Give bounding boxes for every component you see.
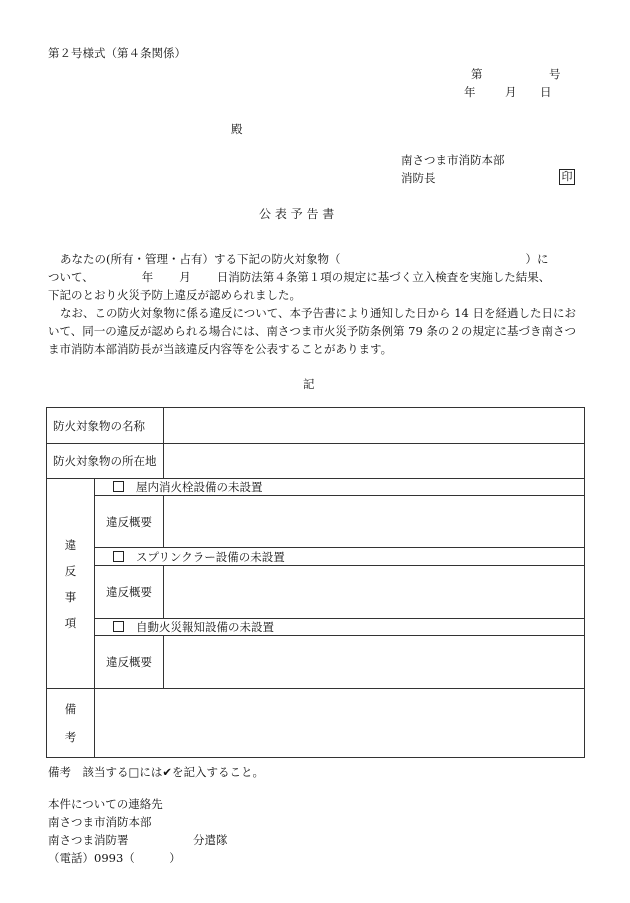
row-location-value[interactable] — [164, 444, 585, 479]
sender-title: 消防長 — [401, 171, 436, 185]
vlabel-1: 違 — [64, 537, 77, 552]
item-1-checkbox[interactable] — [113, 481, 124, 492]
document-title: 公 表 予 告 書 — [259, 207, 335, 221]
item-3-row — [95, 619, 585, 636]
item-2-row — [95, 548, 585, 566]
item-1-row — [95, 479, 585, 496]
item-2-checkbox[interactable] — [113, 551, 124, 562]
p2-text: なお、この防火対象物に係る違反について、本予告書により通知した日から 14 日を経過した日において、同一の違反が認められる場合には、南さつま市火災予防条例第 79 条の２の規定に基づき南さつま市消防本部消防長が当該違反内容等を公表することがあります。 — [48, 306, 576, 356]
remarks-label-1: 備 — [64, 702, 77, 716]
p1-text-e: 下記のとおり火災予防上違反が認められました。 — [48, 288, 301, 302]
contact-phone: （電話）0993（ ） — [48, 851, 181, 865]
vlabel-4: 項 — [64, 615, 77, 630]
table-row — [47, 408, 585, 444]
date-year: 年 — [464, 85, 476, 99]
table-row — [47, 444, 585, 479]
contact-branch: 分遣隊 — [193, 833, 228, 847]
table-row — [47, 479, 585, 496]
form-number: 第２号様式（第４条関係） — [48, 46, 186, 60]
row-location-label: 防火対象物の所在地 — [47, 444, 164, 479]
remarks-label — [47, 689, 95, 758]
item-2-label: スプリンクラー設備の未設置 — [136, 549, 285, 564]
item-3-summary-value[interactable] — [164, 636, 585, 689]
p1-text-d: 日消防法第４条第１項の規定に基づく立入検査を実施した結果、 — [216, 270, 551, 284]
contact-heading: 本件についての連絡先 — [48, 797, 163, 811]
seal-label: 印 — [559, 169, 575, 185]
p1-text-a: あなたの(所有・管理・占有）する下記の防火対象物（ — [60, 252, 341, 266]
violation-table — [46, 407, 585, 758]
item-3-label: 自動火災報知設備の未設置 — [136, 620, 274, 634]
p1-year: 年 — [141, 270, 154, 284]
p1-text-c: ついて、 — [48, 270, 94, 284]
addressee-suffix: 殿 — [231, 122, 243, 136]
note-text: 備考 該当する□には✔を記入すること。 — [48, 765, 264, 779]
date-month: 月 — [505, 85, 517, 99]
sender-org: 南さつま市消防本部 — [401, 153, 505, 167]
violation-items-label — [47, 479, 95, 689]
item-3-checkbox[interactable] — [113, 621, 124, 632]
seal-mark — [559, 169, 575, 185]
remarks-value[interactable] — [95, 689, 585, 758]
table-row — [47, 636, 585, 689]
item-1-summary-label: 違反概要 — [95, 496, 164, 548]
remarks-label-2: 考 — [64, 730, 77, 744]
table-row — [47, 548, 585, 566]
vlabel-3: 事 — [64, 589, 77, 604]
table-row — [47, 566, 585, 619]
vlabel-2: 反 — [64, 563, 77, 578]
doc-number-suffix: 号 — [549, 67, 561, 81]
paragraph-2 — [48, 304, 576, 358]
item-2-summary-label: 違反概要 — [95, 566, 164, 619]
ki-heading: 記 — [303, 377, 315, 391]
table-row — [47, 619, 585, 636]
doc-number-prefix: 第 — [471, 67, 483, 81]
p1-month: 月 — [179, 270, 191, 284]
table-row — [47, 689, 585, 758]
row-name-label: 防火対象物の名称 — [47, 408, 164, 444]
paragraph-1 — [48, 250, 576, 304]
item-1-label: 屋内消火栓設備の未設置 — [136, 480, 263, 494]
contact-org: 南さつま市消防本部 — [48, 815, 152, 829]
p1-text-b: ）に — [525, 252, 549, 266]
row-name-value[interactable] — [164, 408, 585, 444]
item-1-summary-value[interactable] — [164, 496, 585, 548]
table-row — [47, 496, 585, 548]
item-3-summary-label: 違反概要 — [95, 636, 164, 689]
date-day: 日 — [540, 85, 552, 99]
contact-station: 南さつま消防署 — [48, 833, 129, 847]
item-2-summary-value[interactable] — [164, 566, 585, 619]
